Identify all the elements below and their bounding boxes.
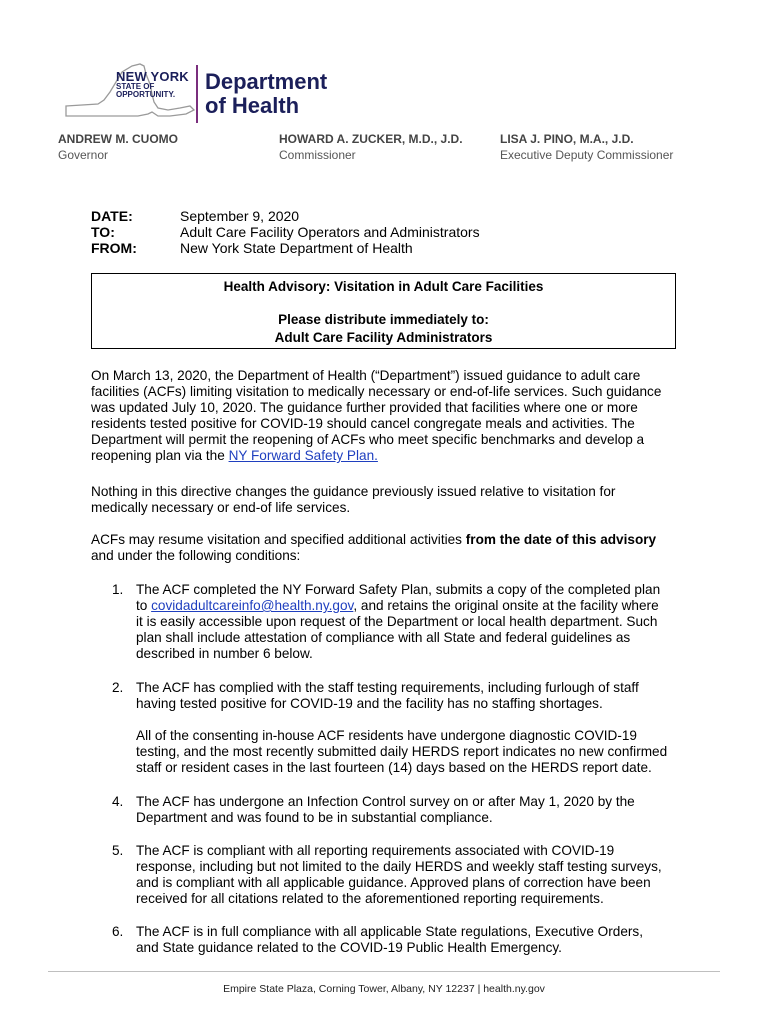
department-line-1: Department: [205, 69, 328, 94]
official-deputy-commissioner: [500, 132, 673, 162]
text-line: and is compliant with all applicable guidance. Approved plans of correction have been: [136, 875, 651, 890]
footer-address: Empire State Plaza, Corning Tower, Albany, NY 12237 | health.ny.gov: [223, 983, 545, 995]
text-line: plan shall include attestation of compliance with all State and federal guidelines as: [136, 630, 631, 645]
text-line: staff or resident cases in the last fourteen (14) days based on the HERDS report date.: [136, 760, 652, 775]
list-item: [136, 843, 676, 907]
logo-divider: [196, 65, 198, 123]
from-value: New York State Department of Health: [180, 240, 413, 256]
paragraph-intro: [91, 368, 681, 464]
text-line: [136, 598, 676, 614]
department-wordmark: [205, 70, 327, 118]
official-commissioner: [279, 132, 463, 162]
text-line: facilities (ACFs) limiting visitation to medically necessary or end-of-life services. Such guidance: [91, 384, 662, 399]
text-line: was updated July 10, 2020. The guidance further provided that facilities where one or more: [91, 400, 638, 415]
official-title: Governor: [58, 148, 109, 162]
list-item: [136, 794, 676, 826]
list-number: 2.: [112, 680, 124, 695]
text-line: The ACF is compliant with all reporting requirements associated with COVID-19: [136, 843, 615, 858]
text-line: having tested positive for COVID-19 and the facility has no staffing shortages.: [136, 696, 603, 711]
text-line: residents tested positive for COVID-19 should cancel congregate meals and activities. The: [91, 416, 635, 431]
covid-email-link[interactable]: covidadultcareinfo@health.ny.gov: [151, 598, 354, 613]
advisory-box: [91, 273, 676, 349]
paragraph-conditions-intro: [91, 532, 681, 564]
state-name: NEW YORK: [116, 69, 189, 84]
text-line: [91, 532, 681, 548]
department-line-2: of Health: [205, 92, 300, 118]
text-segment: reopening plan via the: [91, 448, 229, 463]
official-name: ANDREW M. CUOMO: [58, 132, 178, 146]
text-line: The ACF has undergone an Infection Control survey on or after May 1, 2020 by the: [136, 794, 635, 809]
official-governor: [58, 132, 178, 162]
text-line: response, including but not limited to the daily HERDS and weekly staff testing surveys,: [136, 859, 662, 874]
list-number: 6.: [112, 924, 124, 939]
text-line: Nothing in this directive changes the guidance previously issued relative to visitation for: [91, 484, 616, 499]
date-value: September 9, 2020: [180, 208, 300, 224]
footer-divider: [48, 971, 720, 972]
official-title: Commissioner: [279, 148, 356, 162]
official-title: Executive Deputy Commissioner: [500, 148, 674, 162]
text-line: [91, 448, 681, 464]
text-line: The ACF completed the NY Forward Safety Plan, submits a copy of the completed plan: [136, 582, 661, 597]
distribute-line-1: Please distribute immediately to:: [278, 312, 489, 327]
list-item: [136, 680, 676, 712]
to-label: TO:: [91, 224, 115, 240]
to-value: Adult Care Facility Operators and Administrators: [180, 224, 480, 240]
text-segment: , and retains the original onsite at the facility where: [353, 598, 659, 613]
paragraph-directive: [91, 484, 681, 516]
state-tagline-2: OPPORTUNITY.: [116, 90, 176, 100]
advisory-title: Health Advisory: Visitation in Adult Care Facilities: [223, 279, 544, 294]
text-line: The ACF has complied with the staff testing requirements, including furlough of staff: [136, 680, 639, 695]
text-line: described in number 6 below.: [136, 646, 313, 661]
list-number: 1.: [112, 582, 124, 597]
list-item: [136, 924, 676, 956]
list-item: [136, 582, 676, 662]
official-name: LISA J. PINO, M.A., J.D.: [500, 132, 634, 146]
list-number: 4.: [112, 794, 124, 809]
from-label: FROM:: [91, 240, 137, 256]
text-line: received for all citations related to the aforementioned reporting requirements.: [136, 891, 604, 906]
text-line: The ACF is in full compliance with all applicable State regulations, Executive Orders,: [136, 924, 643, 939]
text-line: On March 13, 2020, the Department of Health (“Department”) issued guidance to adult care: [91, 368, 641, 383]
text-segment: ACFs may resume visitation and specified additional activities: [91, 532, 466, 547]
text-line: testing, and the most recently submitted daily HERDS report indicates no new confirmed: [136, 744, 668, 759]
official-name: HOWARD A. ZUCKER, M.D., J.D.: [279, 132, 463, 146]
state-tagline-1: STATE OF: [116, 82, 155, 91]
date-label: DATE:: [91, 208, 133, 224]
text-line: and State guidance related to the COVID-19 Public Health Emergency.: [136, 940, 562, 955]
text-line: it is easily accessible upon request of the Department or local health department. Such: [136, 614, 658, 629]
list-number: 5.: [112, 843, 124, 858]
text-segment: to: [136, 598, 152, 613]
distribute-line-2: Adult Care Facility Administrators: [274, 330, 493, 345]
text-line: and under the following conditions:: [91, 548, 301, 563]
list-item: [136, 728, 676, 776]
text-line: medically necessary or end-of life services.: [91, 500, 351, 515]
text-line: Department will permit the reopening of ACFs who meet specific benchmarks and develop a: [91, 432, 645, 447]
bold-text: from the date of this advisory: [465, 532, 657, 547]
text-line: Department and was found to be in substantial compliance.: [136, 810, 493, 825]
state-wordmark: [116, 70, 196, 100]
ny-forward-safety-plan-link[interactable]: NY Forward Safety Plan.: [228, 448, 378, 463]
text-line: All of the consenting in-house ACF residents have undergone diagnostic COVID-19: [136, 728, 637, 743]
